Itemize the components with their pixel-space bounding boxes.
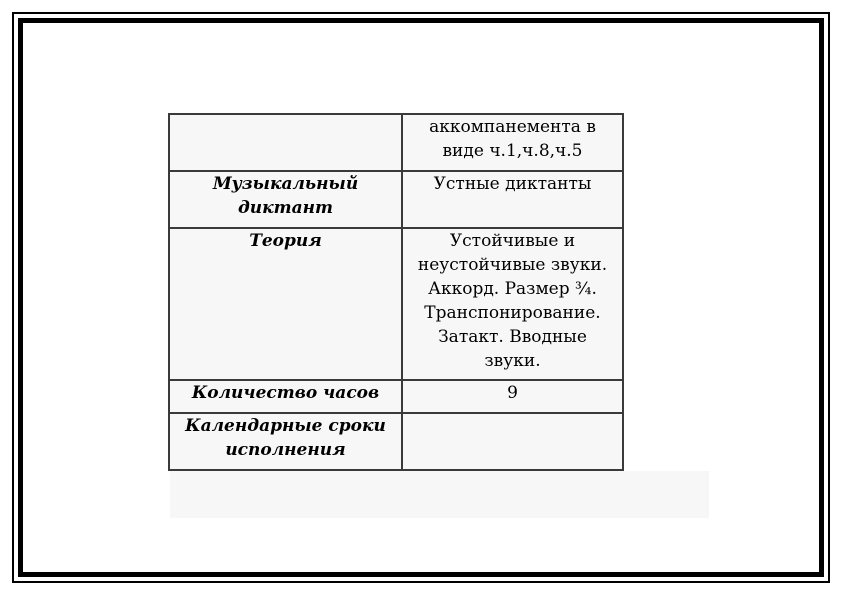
row-label — [169, 114, 402, 171]
row-value: Устойчивые и неустойчивые звуки. Аккорд. Размер ¾. Транспонирование. Затакт. Вводные звуки. — [402, 228, 623, 380]
row-value: аккомпанемента в виде ч.1,ч.8,ч.5 — [402, 114, 623, 171]
row-label: Количество часов — [169, 380, 402, 413]
row-label: Календарные сроки исполнения — [169, 413, 402, 470]
table-row — [169, 380, 623, 413]
row-value — [402, 413, 623, 470]
row-value: 9 — [402, 380, 623, 413]
row-label: Теория — [169, 228, 402, 380]
curriculum-table — [168, 113, 624, 471]
table-row — [169, 413, 623, 470]
table-row — [169, 114, 623, 171]
curriculum-table-container — [168, 113, 624, 471]
background-band — [170, 471, 709, 518]
table-row — [169, 228, 623, 380]
row-value: Устные диктанты — [402, 171, 623, 228]
row-label: Музыкальный диктант — [169, 171, 402, 228]
table-row — [169, 171, 623, 228]
